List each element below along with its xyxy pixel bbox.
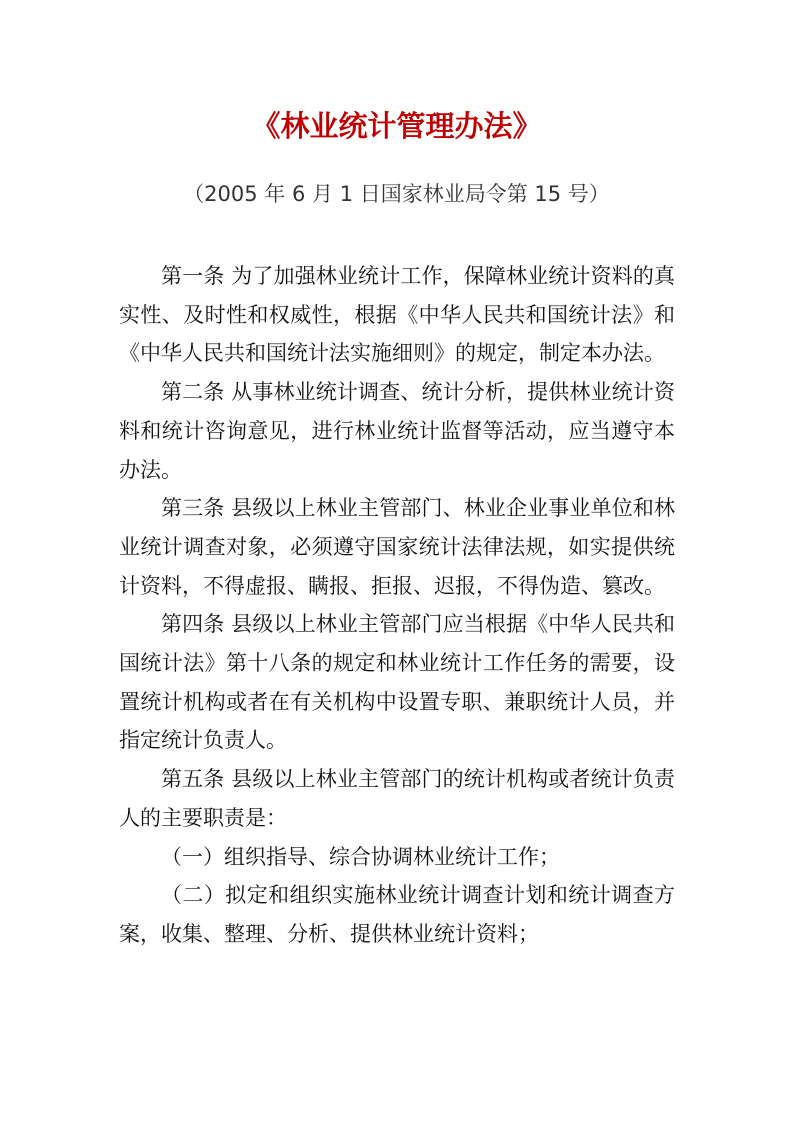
article-5-item-1: （一）组织指导、综合协调林业统计工作； <box>161 844 560 869</box>
document-subtitle: （2005 年 6 月 1 日国家林业局令第 15 号） <box>183 182 610 206</box>
article-5-item-2: （二）拟定和组织实施林业统计调查计划和统计调查方案，收集、整理、分析、提供林业统计资料； <box>119 883 675 946</box>
article-1: 第一条 为了加强林业统计工作，保障林业统计资料的真实性、及时性和权威性，根据《中华人民共和国统计法》和《中华人民共和国统计法实施细则》的规定，制定本办法。 <box>119 264 675 366</box>
document-title: 《林业统计管理办法》 <box>251 109 542 143</box>
article-4: 第四条 县级以上林业主管部门应当根据《中华人民共和国统计法》第十八条的规定和林业统计工作任务的需要，设置统计机构或者在有关机构中设置专职、兼职统计人员，并指定统计负责人。 <box>119 612 675 753</box>
document-body <box>119 257 675 954</box>
article-2: 第二条 从事林业统计调查、统计分析，提供林业统计资料和统计咨询意见，进行林业统计监督等活动，应当遵守本办法。 <box>119 380 675 482</box>
article-5: 第五条 县级以上林业主管部门的统计机构或者统计负责人的主要职责是： <box>119 767 675 830</box>
article-3: 第三条 县级以上林业主管部门、林业企业事业单位和林业统计调查对象，必须遵守国家统计法律法规，如实提供统计资料，不得虚报、瞒报、拒报、迟报，不得伪造、篡改。 <box>119 496 675 598</box>
